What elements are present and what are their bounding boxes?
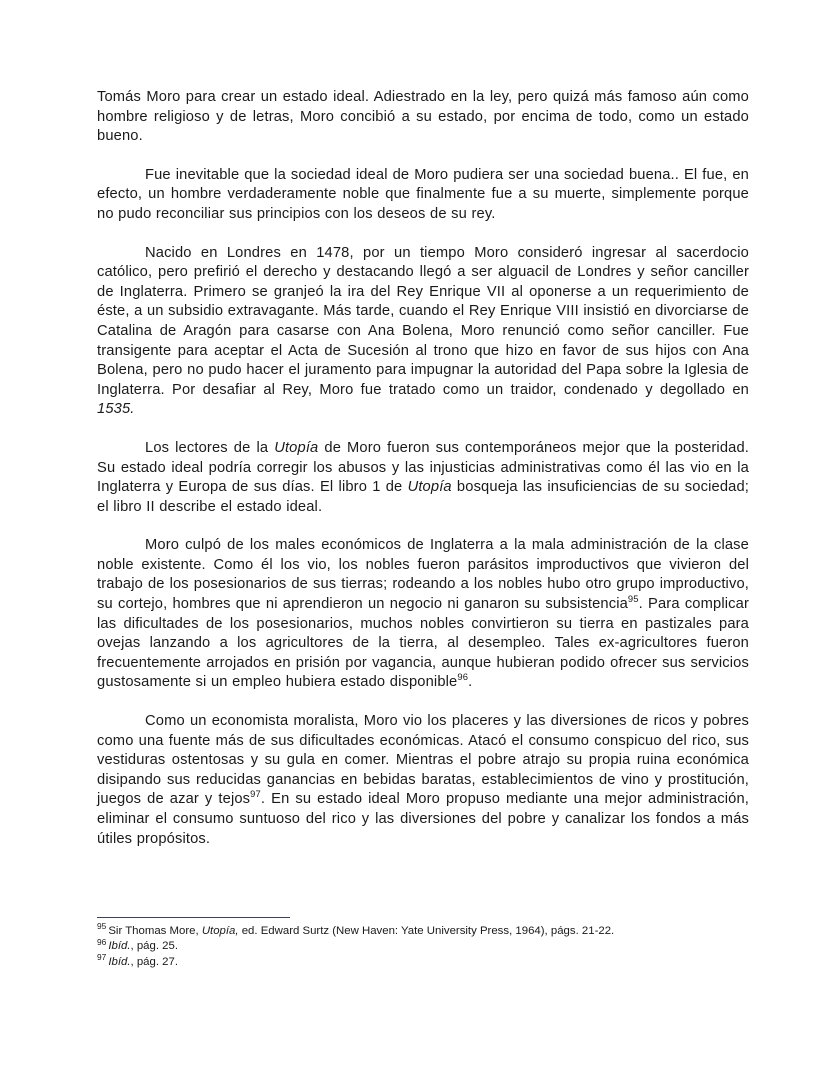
- footnote-separator-rule: [97, 917, 290, 918]
- italic-run: Utopía: [274, 439, 319, 456]
- italic-run: 1535.: [97, 401, 135, 418]
- italic-run: Utopía: [407, 479, 452, 496]
- footnote-97: [97, 952, 749, 970]
- paragraph-6: [97, 712, 749, 849]
- footnote-95: [97, 921, 749, 939]
- paragraph-4: [97, 439, 749, 517]
- text-run: . En su estado ideal Moro propuso mediante una mejor administración, eliminar el consumo suntuoso del rico y las diversiones del pobre y canalizar los fondos a más útiles propósitos.: [97, 791, 749, 847]
- text-run: Fue inevitable que la sociedad ideal de Moro pudiera ser una sociedad buena.. El fue, en efecto, un hombre verdaderamente noble que finalmente fue a su muerte, simplemente porque no pudo reconciliar sus principios con los deseos de su rey.: [97, 166, 749, 222]
- italic-run: Ibíd.: [108, 955, 131, 968]
- footnote-number: 95: [97, 921, 107, 932]
- text-run: , pág. 25.: [130, 940, 178, 953]
- paragraph-5: [97, 536, 749, 693]
- footnote-section: [97, 917, 749, 970]
- text-run: bosqueja las insuficiencias de su sociedad; el libro II describe el estado ideal.: [97, 479, 750, 515]
- italic-run: Ibíd.: [108, 940, 131, 953]
- text-run: ed. Edward Surtz (New Haven: Yate University Press, 1964), págs. 21-22.: [238, 925, 615, 937]
- paragraph-2: [97, 166, 749, 225]
- paragraph-1: [97, 88, 749, 147]
- text-run: . Para complicar las dificultades de los posesionarios, muchos nobles convirtieron su tierra en pastizales para ovejas lanzando a los agricultores de la tierra, al desempleo. Tales ex-agricultores fueron frecuentemente arrojados en prisión por vagancia, aunque hubieran podido ofrecer sus servicios gustosamente si un empleo hubiera estado disponible: [97, 596, 749, 691]
- footnote-number: 97: [97, 952, 107, 963]
- text-run: Los lectores de la: [145, 439, 275, 456]
- text-run: Moro culpó de los males económicos de Inglaterra a la mala administración de la clase noble existente. Como él los vio, los nobles fueron parásitos improductivos que vivieron del trabajo de los posesionarios de sus tierras; rodeando a los nobles hubo otro grupo improductivo, su cortejo, hombres que ni aprendieron un negocio ni ganaron su subsistencia: [97, 537, 749, 613]
- footnote-reference[interactable]: 95: [627, 593, 639, 605]
- footnote-reference[interactable]: 97: [250, 788, 261, 800]
- footnote-96: [97, 936, 749, 954]
- text-run: .: [468, 674, 473, 691]
- footnote-number: 96: [97, 936, 107, 947]
- paragraph-3: [97, 244, 749, 420]
- text-run: Como un economista moralista, Moro vio los placeres y las diversiones de ricos y pobres como una fuente más de sus dificultades económicas. Atacó el consumo conspicuo del rico, sus vestiduras ostentosas y su gula en comer. Mientras el pobre atrajo su propia ruina económica disipando sus reducidas ganancias en bebidas baratas, establecimientos de vino y prostitución, juegos de azar y tejos: [97, 713, 749, 808]
- text-run: de Moro fueron sus contemporáneos mejor que la posteridad. Su estado ideal podría corregir los abusos y las injusticias administrativas como él las vio en la Inglaterra y Europa de sus días. El libro 1 de: [97, 439, 750, 496]
- footnote-reference[interactable]: 96: [457, 671, 469, 683]
- text-run: Tomás Moro para crear un estado ideal. Adiestrado en la ley, pero quizá más famoso aún como hombre religioso y de letras, Moro concibió a su estado, por encima de todo, como un estado bueno.: [97, 89, 749, 145]
- italic-run: Utopía,: [201, 925, 239, 937]
- text-run: , pág. 27.: [130, 955, 178, 968]
- text-run: Sir Thomas More,: [108, 925, 202, 937]
- body-text-column: [97, 88, 749, 849]
- text-run: Nacido en Londres en 1478, por un tiempo Moro consideró ingresar al sacerdocio católico, pero prefirió el derecho y destacando llegó a ser alguacil de Londres y señor canciller de Inglaterra. Primero se granjeó la ira del Rey Enrique VII al oponerse a un requerimiento de éste, a un subsidio extravagante. Más tarde, cuando el Rey Enrique VIII insistió en divorciarse de Catalina de Aragón para casarse con Ana Bolena, Moro renunció como señor canciller. Fue transigente para aceptar el Acta de Sucesión al trono que hizo en favor de sus hijos con Ana Bolena, pero no pudo hacer el juramento para impugnar la autoridad del Papa sobre la Iglesia de Inglaterra. Por desafiar al Rey, Moro fue tratado como un traidor, condenado y degollado en: [97, 244, 749, 398]
